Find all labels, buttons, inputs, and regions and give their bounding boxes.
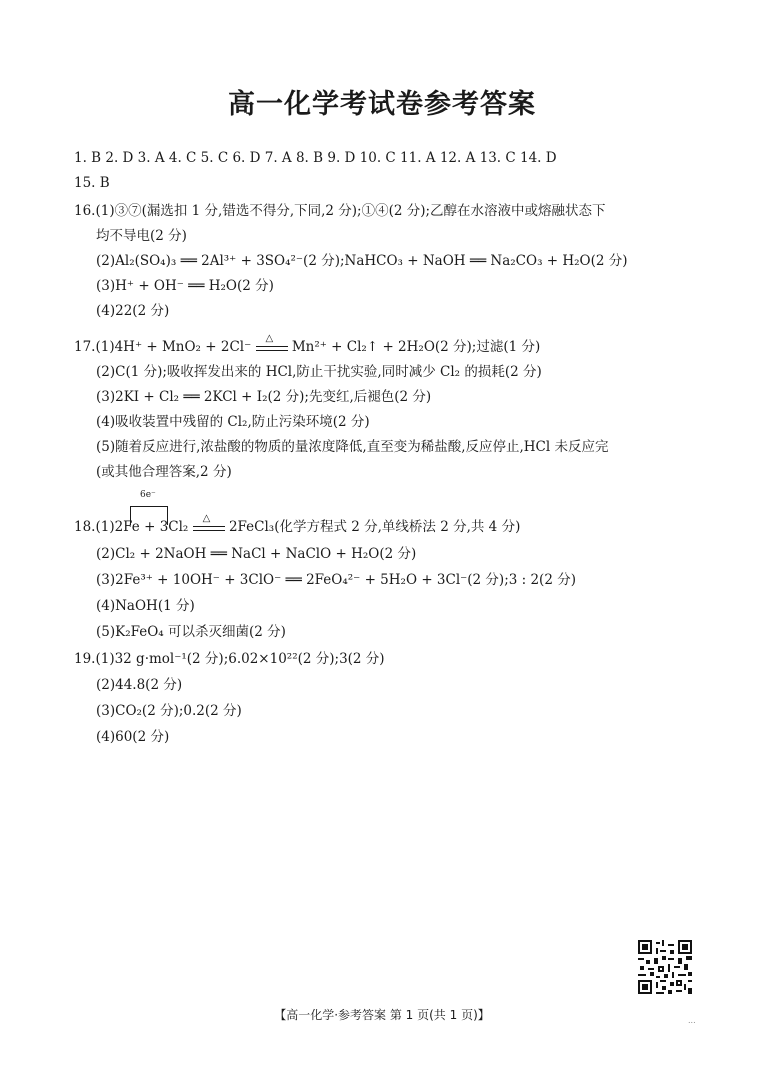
q18-reactants: 18.(1)2Fe + 3Cl₂	[74, 519, 189, 535]
q17-line-4: (4)吸收装置中残留的 Cl₂,防止污染环境(2 分)	[96, 414, 370, 430]
q18-line-5: (5)K₂FeO₄ 可以杀灭细菌(2 分)	[96, 624, 286, 640]
q17-line-3: (3)2KI + Cl₂ ══ 2KCl + I₂(2 分);先变红,后褪色(2 分)	[96, 389, 432, 405]
q16-line-4: (3)H⁺ + OH⁻ ══ H₂O(2 分)	[96, 278, 274, 294]
page-footer: 【高一化学·参考答案 第 1 页(共 1 页)】	[274, 1008, 490, 1022]
page-title: 高一化学考试卷参考答案	[228, 89, 536, 120]
q19-line-1: 19.(1)32 g·mol⁻¹(2 分);6.02×10²²(2 分);3(2 分)	[74, 651, 385, 667]
q16-line-3: (2)Al₂(SO₄)₃ ══ 2Al³⁺ + 3SO₄²⁻(2 分);NaHCO₃ + NaOH ══ Na₂CO₃ + H₂O(2 分)	[96, 253, 628, 269]
q16-line-2: 均不导电(2 分)	[96, 228, 187, 244]
mc-answers-line-2: 15. B	[74, 175, 110, 191]
q17-line-5: (5)随着反应进行,浓盐酸的物质的量浓度降低,直至变为稀盐酸,反应停止,HCl 未反应完	[96, 439, 609, 455]
q18-line-4: (4)NaOH(1 分)	[96, 598, 195, 614]
q17-products: Mn²⁺ + Cl₂↑ + 2H₂O(2 分);过滤(1 分)	[291, 339, 541, 355]
q16-line-1: 16.(1)③⑦(漏选扣 1 分,错选不得分,下同,2 分);①④(2 分);乙醇在水溶液中或熔融状态下	[74, 203, 606, 219]
q18-line-3: (3)2Fe³⁺ + 10OH⁻ + 3ClO⁻ ══ 2FeO₄²⁻ + 5H₂O + 3Cl⁻(2 分);3 : 2(2 分)	[96, 572, 576, 588]
q17-line-1	[74, 332, 541, 357]
q17-reactants: 17.(1)4H⁺ + MnO₂ + 2Cl⁻	[74, 339, 252, 355]
q18-line-1	[74, 512, 521, 537]
heat-equals-sign: △	[256, 341, 288, 355]
qr-code-icon	[638, 940, 692, 994]
mc-answers-line-1: 1. B 2. D 3. A 4. C 5. C 6. D 7. A 8. B 9. D 10. C 11. A 12. A 13. C 14. D	[74, 150, 557, 166]
heat-equals-sign: △	[193, 521, 225, 535]
q19-line-2: (2)44.8(2 分)	[96, 677, 183, 693]
q17-line-2: (2)C(1 分);吸收挥发出来的 HCl,防止干扰实验,同时减少 Cl₂ 的损耗(2 分)	[96, 364, 542, 380]
q19-line-3: (3)CO₂(2 分);0.2(2 分)	[96, 703, 242, 719]
q18-products: 2FeCl₃(化学方程式 2 分,单线桥法 2 分,共 4 分)	[228, 519, 521, 535]
q16-line-5: (4)22(2 分)	[96, 303, 170, 319]
q18-line-2: (2)Cl₂ + 2NaOH ══ NaCl + NaClO + H₂O(2 分)	[96, 546, 417, 562]
electron-transfer-label: 6e⁻	[140, 490, 156, 500]
q19-line-4: (4)60(2 分)	[96, 729, 170, 745]
corner-mark: ...	[688, 1016, 696, 1025]
q17-line-6: (或其他合理答案,2 分)	[96, 464, 232, 480]
